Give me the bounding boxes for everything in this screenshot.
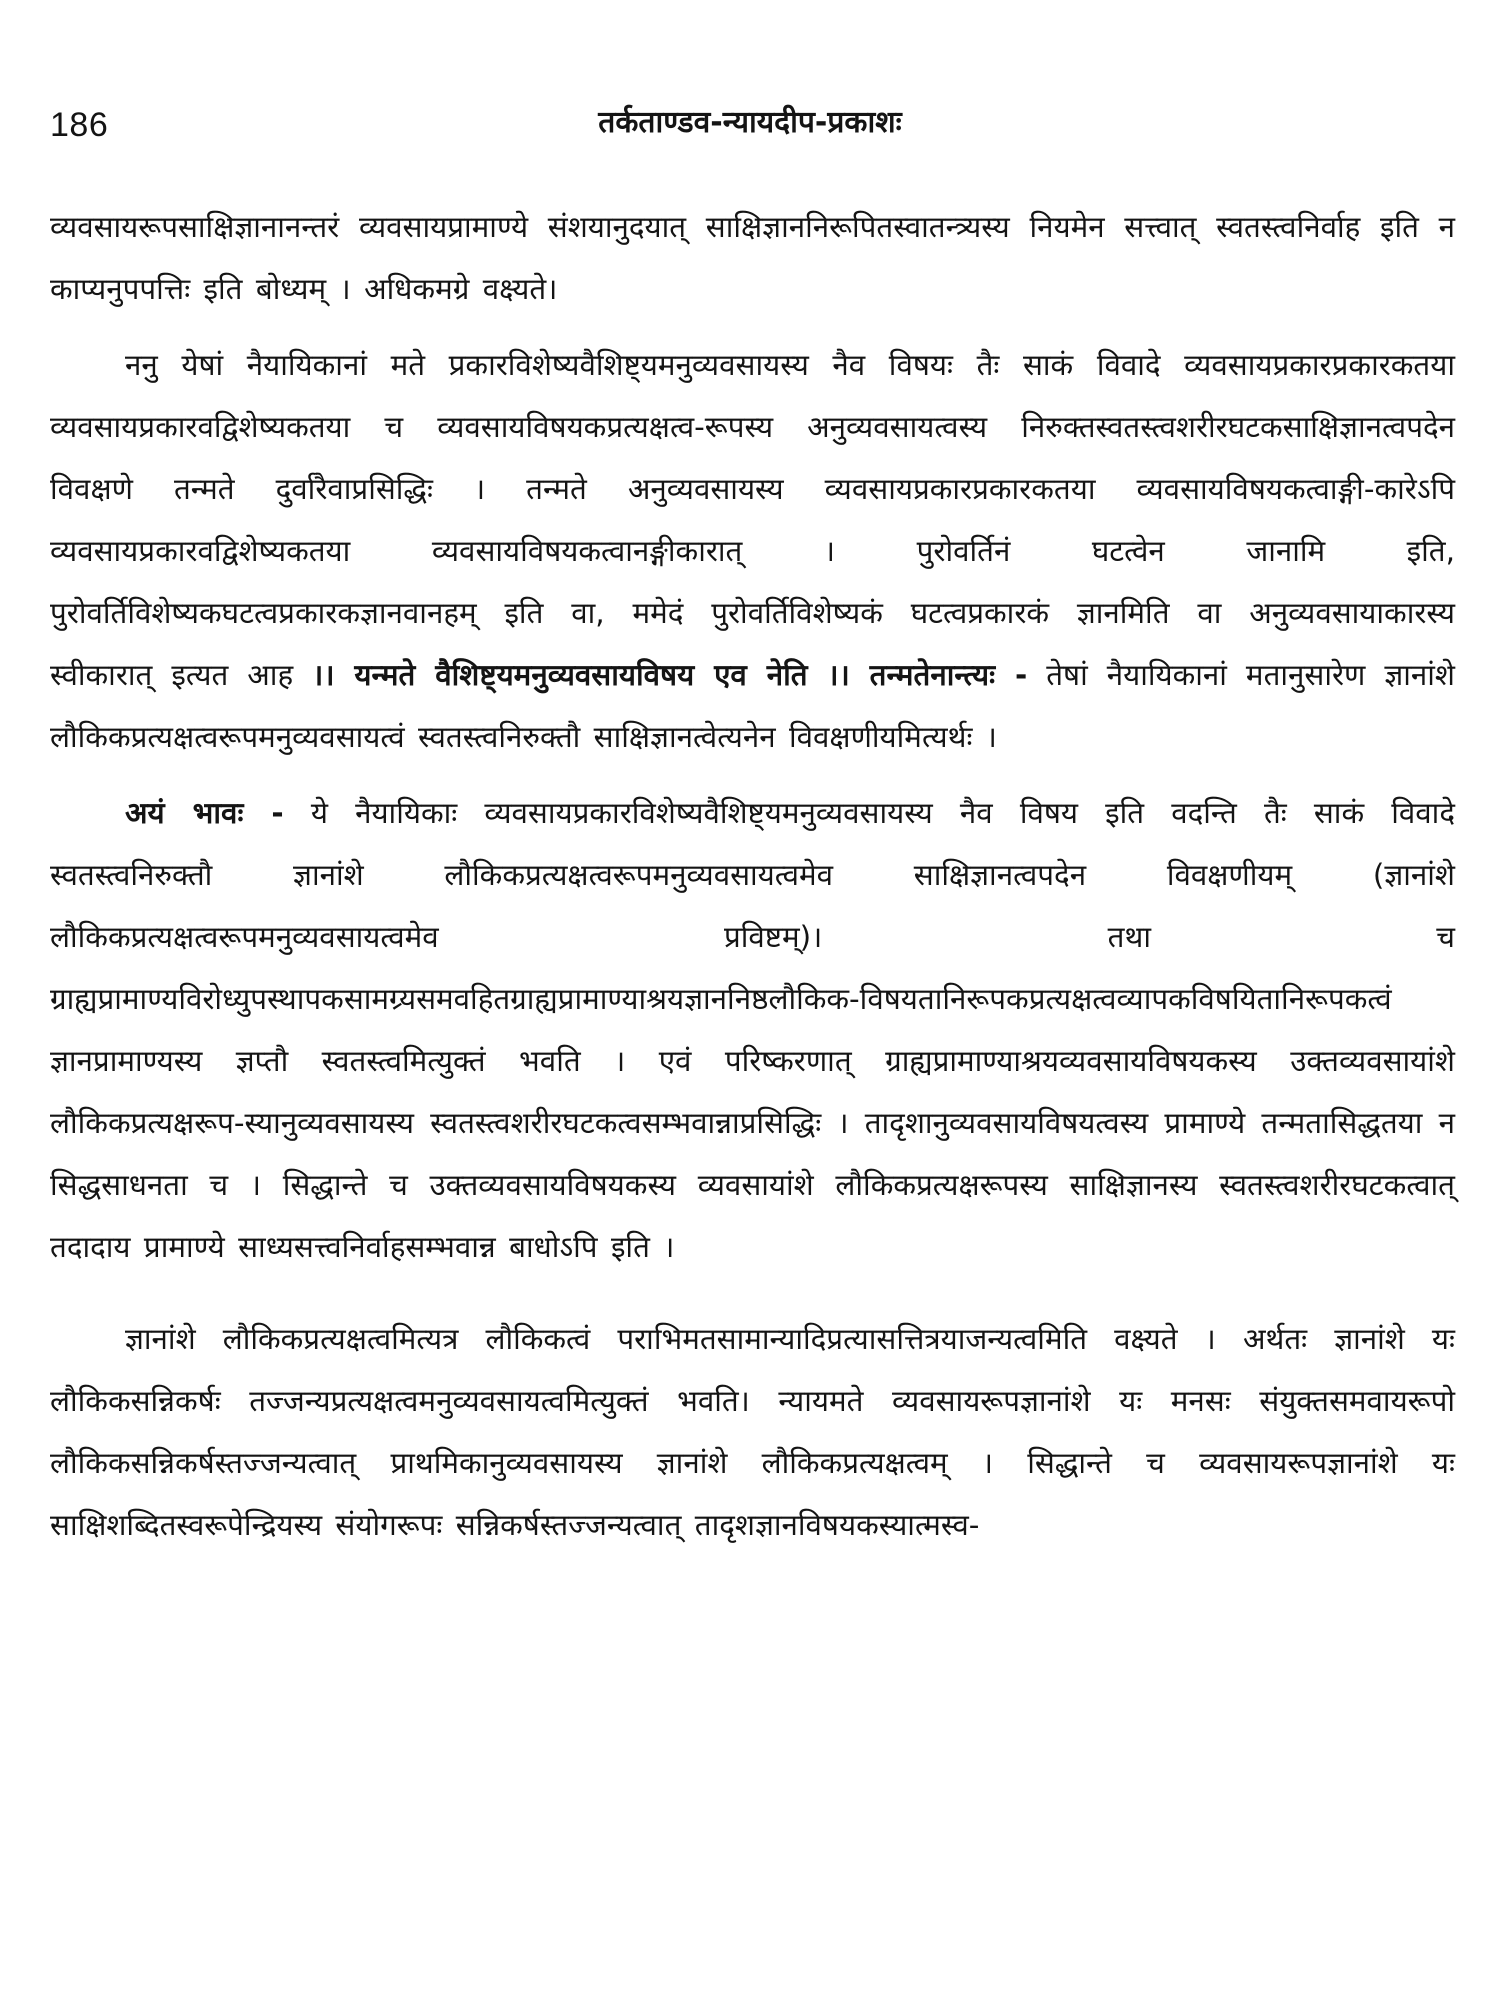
paragraph-2-text-a: ननु येषां नैयायिकानां मते प्रकारविशेष्यवैशिष्ट्यमनुव्यवसायस्य नैव विषयः तैः साकं विवादे व्यवसायप्रकारप्रकारकतया व्यवसायप्रकारवद्विशेष्यकतया च व्यवसायविषयकप्रत्यक्षत्व-रूपस्य अनुव्यवसायत्वस्य निरुक्तस्वतस्त्वशरीरघटकसाक्षिज्ञानत्वपदेन विवक्षणे तन्मते दुर्वारैवाप्रसिद्धिः । तन्मते अनुव्यवसायस्य व्यवसायप्रकारप्रकारकतया व्यवसायविषयकत्वाङ्गी-कारेऽपि व्यवसायप्रकारवद्विशेष्यकतया व्यवसायविषयकत्वानङ्गीकारात् । पुरोवर्तिनं घटत्वेन जानामि इति, पुरोवर्तिविशेष्यकघटत्वप्रकारकज्ञानवानहम् इति वा, ममेदं पुरोवर्तिविशेष्यकं घटत्वप्रकारकं ज्ञानमिति वा अनुव्यवसायाकारस्य स्वीकारात् इत्यत आह bbox=[50, 348, 1455, 692]
paragraph-1: व्यवसायरूपसाक्षिज्ञानानन्तरं व्यवसायप्रामाण्ये संशयानुदयात् साक्षिज्ञाननिरूपितस्वातन्त्र्यस्य नियमेन सत्त्वात् स्वतस्त्वनिर्वाह इति न काप्यनुपपत्तिः इति बोध्यम् । अधिकमग्रे वक्ष्यते। bbox=[50, 210, 1455, 306]
paragraph-2-text-b: तेषां नैयायिकानां मतानुसारेण ज्ञानांशे लौकिकप्रत्यक्षत्वरूपमनुव्यवसायत्वं स्वतस्त्वनिरुक्तौ साक्षिज्ञानत्वेत्यनेन विवक्षणीयमित्यर्थः । bbox=[50, 658, 1455, 754]
paragraph-3-bold-lead: अयं भावः - bbox=[125, 796, 284, 830]
paragraph-2 bbox=[50, 334, 1455, 768]
paragraph-3 bbox=[50, 782, 1455, 1278]
page-header bbox=[50, 100, 1450, 156]
paragraph-2-bold-quote: ।। यन्मते वैशिष्ट्यमनुव्यवसायविषय एव नेति ।। तन्मतेनान्त्यः - bbox=[312, 658, 1028, 692]
body-text bbox=[50, 196, 1455, 1556]
running-title: तर्कताण्डव-न्यायदीप-प्रकाशः bbox=[598, 105, 902, 140]
paragraph-3-text: ये नैयायिकाः व्यवसायप्रकारविशेष्यवैशिष्ट्यमनुव्यवसायस्य नैव विषय इति वदन्ति तैः साकं विवादे स्वतस्त्वनिरुक्तौ ज्ञानांशे लौकिकप्रत्यक्षत्वरूपमनुव्यवसायत्वमेव साक्षिज्ञानत्वपदेन विवक्षणीयम् (ज्ञानांशे लौकिकप्रत्यक्षत्वरूपमनुव्यवसायत्वमेव प्रविष्टम्)। तथा च ग्राह्यप्रामाण्यविरोध्युपस्थापकसामग्र्यसमवहितग्राह्यप्रामाण्याश्रयज्ञाननिष्ठलौकिक-विषयतानिरूपकप्रत्यक्षत्वव्यापकविषयितानिरूपकत्वं ज्ञानप्रामाण्यस्य ज्ञप्तौ स्वतस्त्वमित्युक्तं भवति । एवं परिष्करणात् ग्राह्यप्रामाण्याश्रयव्यवसायविषयकस्य उक्तव्यवसायांशे लौकिकप्रत्यक्षरूप-स्यानुव्यवसायस्य स्वतस्त्वशरीरघटकत्वसम्भवान्नाप्रसिद्धिः । तादृशानुव्यवसायविषयत्वस्य प्रामाण्ये तन्मतासिद्धतया न सिद्धसाधनता च । सिद्धान्ते च उक्तव्यवसायविषयकस्य व्यवसायांशे लौकिकप्रत्यक्षरूपस्य साक्षिज्ञानस्य स्वतस्त्वशरीरघटकत्वात् तदादाय प्रामाण्ये साध्यसत्त्वनिर्वाहसम्भवान्न बाधोऽपि इति । bbox=[50, 796, 1455, 1264]
page-number: 186 bbox=[50, 106, 109, 144]
paragraph-4: ज्ञानांशे लौकिकप्रत्यक्षत्वमित्यत्र लौकिकत्वं पराभिमतसामान्यादिप्रत्यासत्तित्रयाजन्यत्वमिति वक्ष्यते । अर्थतः ज्ञानांशे यः लौकिकसन्निकर्षः तज्जन्यप्रत्यक्षत्वमनुव्यवसायत्वमित्युक्तं भवति। न्यायमते व्यवसायरूपज्ञानांशे यः मनसः संयुक्तसमवायरूपो लौकिकसन्निकर्षस्तज्जन्यत्वात् प्राथमिकानुव्यवसायस्य ज्ञानांशे लौकिकप्रत्यक्षत्वम् । सिद्धान्ते च व्यवसायरूपज्ञानांशे यः साक्षिशब्दितस्वरूपेन्द्रियस्य संयोगरूपः सन्निकर्षस्तज्जन्यत्वात् तादृशज्ञानविषयकस्यात्मस्व- bbox=[50, 1322, 1455, 1542]
